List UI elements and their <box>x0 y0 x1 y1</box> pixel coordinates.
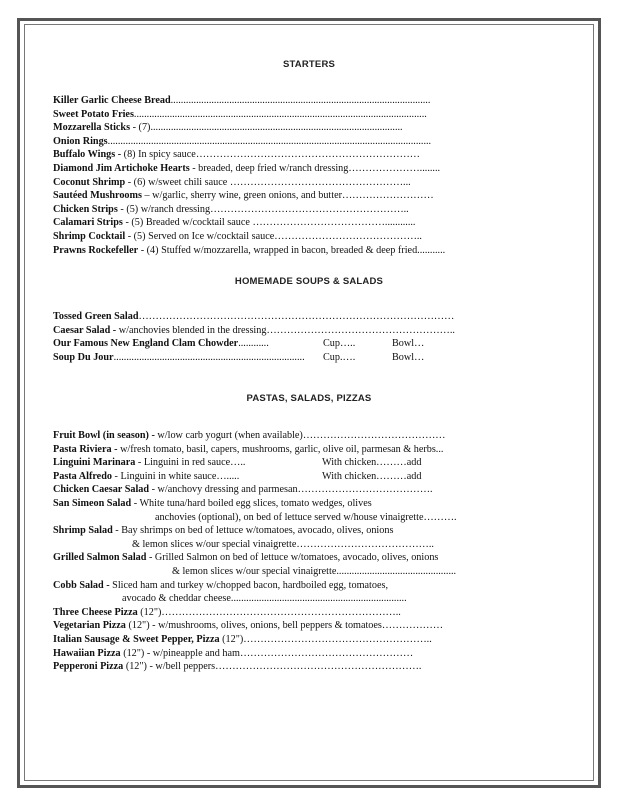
menu-item-leader-dots: …………………………………………………………….. <box>161 606 401 618</box>
menu-item <box>122 592 518 605</box>
menu-item <box>53 579 518 592</box>
menu-item-leader-dots: …………………………………............ <box>252 217 416 229</box>
menu-item-description: - w/anchovy dressing and parmesan <box>149 484 298 496</box>
menu-item-name: Italian Sausage & Sweet Pepper, Pizza <box>53 634 220 645</box>
menu-item-leader-dots: ........... <box>417 244 446 256</box>
menu-item-name: Pepperoni Pizza <box>53 661 124 673</box>
menu-item-leader-dots: ………………………………….. <box>296 538 434 550</box>
menu-item-description: (8) In spicy sauce <box>121 149 196 161</box>
menu-item <box>53 619 518 632</box>
menu-item-name: Vegetarian Pizza <box>53 620 126 632</box>
menu-item <box>53 244 518 257</box>
menu-item-leader-dots: ……………………………………………………. <box>215 661 422 673</box>
menu-item <box>53 310 518 323</box>
menu-item-description: (12") - w/mushrooms, olives, onions, bell peppers & tomatoes <box>125 620 382 632</box>
menu-item-name: Prawns Rockefeller <box>53 244 139 256</box>
menu-item-leader-dots: …………………........ <box>348 163 441 174</box>
menu-item-name: Coconut Shrimp <box>53 176 126 188</box>
menu-item-description: (12") - w/bell peppers <box>123 661 216 673</box>
menu-item-name: Linguini Marinara <box>53 457 136 469</box>
menu-item-name: Fruit Bowl (in season) - <box>53 430 155 441</box>
menu-item-description: - (6) w/sweet chili sauce <box>125 176 230 188</box>
menu-item <box>53 135 518 148</box>
menu-item <box>53 470 518 483</box>
menu-item-name: Caesar Salad - <box>53 324 117 336</box>
menu-item-leader-dots: ................................................................................................................... <box>133 108 427 120</box>
menu-item <box>53 647 518 660</box>
menu-item-name: Grilled Salmon Salad <box>53 552 147 564</box>
menu-item-name: Hawaiian Pizza <box>53 647 121 659</box>
menu-item-name: Mozzarella Sticks <box>53 122 131 134</box>
menu-item-leader-dots: ................................................................................................... <box>150 122 403 134</box>
menu-item-description: (12") <box>137 606 162 618</box>
menu-item-leader-dots: ...................................................................................................... <box>170 95 431 106</box>
menu-item <box>53 456 518 469</box>
menu-item-description: & lemon slices w/our special vinaigrette <box>172 566 337 577</box>
menu-item-description: - (4) Stuffed w/mozzarella, wrapped in bacon, breaded & deep fried <box>138 244 418 256</box>
menu-item-name: Sweet Potato Fries <box>53 108 134 120</box>
menu-item-name: Cobb Salad - <box>53 579 110 591</box>
menu-item-description: - (5) Served on Ice w/cocktail sauce <box>125 231 275 242</box>
menu-item-description: - White tuna/hard boiled egg slices, tomato wedges, olives <box>131 498 372 509</box>
menu-item <box>53 162 518 175</box>
menu-item-description: w/low carb yogurt (when available) <box>154 430 303 441</box>
menu-item-description: - (5) w/ranch dressing <box>117 203 211 215</box>
menu-item-description: - breaded, deep fried w/ranch dressing <box>189 163 349 174</box>
menu-item-name: Soup Du Jour <box>53 351 114 363</box>
menu-item-leader-dots: ………………………………………………………………………………… <box>138 311 455 322</box>
menu-item <box>53 121 518 134</box>
menu-item-description: avocado & cheddar cheese <box>122 593 231 605</box>
menu-item <box>53 189 518 202</box>
menu-item <box>53 203 518 216</box>
menu-item <box>172 565 518 578</box>
menu-item-leader-dots: ............................................................................................................................... <box>107 135 432 147</box>
menu-item-name: Killer Garlic Cheese Bread <box>53 95 171 106</box>
menu-item-name: Sautéed Mushrooms <box>53 190 142 202</box>
menu-item-name: Buffalo Wings - <box>53 149 122 161</box>
menu-item <box>53 633 518 646</box>
menu-item-leader-dots: ………. <box>423 511 457 523</box>
menu-item-description: – w/garlic, sherry wine, green onions, and butter <box>141 190 342 202</box>
menu-item-leader-dots: ………………………………………………….. <box>210 203 409 215</box>
menu-item-description: w/anchovies blended in the dressing <box>116 324 267 336</box>
menu-item <box>53 660 518 673</box>
menu-item-leader-dots: …………………………………… <box>302 430 446 441</box>
menu-item-bowl-label: Bowl… <box>392 338 425 350</box>
menu-item <box>53 337 518 350</box>
section-title-starters: STARTERS <box>282 59 336 70</box>
menu-item <box>53 176 518 189</box>
menu-item-leader-dots: ..................................................................... <box>230 593 407 605</box>
menu-item-leader-dots: ……………………… <box>341 190 434 202</box>
menu-item-description: - Grilled Salmon on bed of lettuce w/tomatoes, avocado, olives, onions <box>146 552 439 564</box>
menu-item-leader-dots: ……………… <box>381 620 444 632</box>
menu-item-description: - Linguini in white sauce…..... <box>111 470 240 482</box>
menu-item-name: Onion Rings <box>53 135 108 147</box>
menu-item-leader-dots: …………………………………. <box>297 484 433 496</box>
menu-item <box>53 324 518 337</box>
menu-item-name: Three Cheese Pizza <box>53 606 138 618</box>
menu-item <box>53 94 518 107</box>
menu-item-description: - Bay shrimps on bed of lettuce w/tomatoes, avocado, olives, onions <box>112 525 394 537</box>
menu-item-name: Chicken Caesar Salad <box>53 484 150 496</box>
menu-item-leader-dots: ……………………………………………….. <box>266 324 455 336</box>
menu-item-name: Pasta Alfredo <box>53 470 112 482</box>
menu-item-name: Tossed Green Salad <box>53 311 139 322</box>
section-title-pastas: PASTAS, SALADS, PIZZAS <box>246 393 372 404</box>
menu-item-leader-dots: ………………………………………………………… <box>195 149 420 161</box>
menu-item-addon: With chicken………add <box>322 470 422 482</box>
menu-item-description: & lemon slices w/our special vinaigrette <box>132 538 297 550</box>
menu-item <box>53 230 518 243</box>
menu-item-name: Diamond Jim Artichoke Hearts <box>53 163 190 174</box>
menu-item-name: Chicken Strips <box>53 203 118 215</box>
menu-item-name: Our Famous New England Clam Chowder <box>53 338 239 350</box>
menu-item <box>53 108 518 121</box>
menu-item-addon: With chicken………add <box>322 457 422 469</box>
menu-item <box>53 606 518 619</box>
menu-item <box>53 429 518 442</box>
menu-item-cup-label: Cup….. <box>323 338 356 350</box>
menu-item-name: Pasta Riviera - <box>53 443 118 455</box>
menu-item <box>53 524 518 537</box>
menu-item-description: anchovies (optional), on bed of lettuce served w/house vinaigrette <box>155 511 424 523</box>
menu-item-bowl-label: Bowl… <box>392 351 425 363</box>
menu-item-name: San Simeon Salad <box>53 498 132 509</box>
menu-item-leader-dots: …………………………………………… <box>239 647 414 659</box>
menu-item-name: Shrimp Cocktail <box>53 231 126 242</box>
menu-item <box>53 148 518 161</box>
menu-item <box>155 511 518 524</box>
menu-item-description: (12") <box>219 634 244 645</box>
menu-item-description: - (5) Breaded w/cocktail sauce <box>122 217 253 229</box>
menu-item <box>53 351 518 364</box>
menu-item-leader-dots: ........................................................................... <box>113 351 305 363</box>
menu-item-name: Calamari Strips <box>53 217 123 229</box>
menu-item-leader-dots: ……………………………………………….. <box>243 634 432 645</box>
menu-item-description: Sliced ham and turkey w/chopped bacon, hardboiled egg, tomatoes, <box>109 579 389 591</box>
menu-item <box>53 443 518 456</box>
menu-item-name: Shrimp Salad <box>53 525 113 537</box>
menu-item-leader-dots: ............ <box>238 338 269 350</box>
section-title-soups: HOMEMADE SOUPS & SALADS <box>234 276 384 287</box>
menu-item <box>53 497 518 510</box>
menu-item <box>132 538 518 551</box>
menu-item-description: (12") - w/pineapple and ham <box>120 647 240 659</box>
menu-item-leader-dots: ............................................... <box>336 566 457 577</box>
menu-item <box>53 483 518 496</box>
menu-item-cup-label: Cup.…. <box>323 351 356 363</box>
menu-item-leader-dots: ……………………………………………... <box>229 176 411 188</box>
menu-item <box>53 551 518 564</box>
menu-item-description: w/fresh tomato, basil, capers, mushrooms, garlic, olive oil, parmesan & herbs... <box>117 443 444 455</box>
menu-item-description: - (7) <box>130 122 151 134</box>
menu-item <box>53 216 518 229</box>
menu-item-description: - Linguini in red sauce….. <box>135 457 246 469</box>
menu-item-leader-dots: …………………………………….. <box>274 231 422 242</box>
